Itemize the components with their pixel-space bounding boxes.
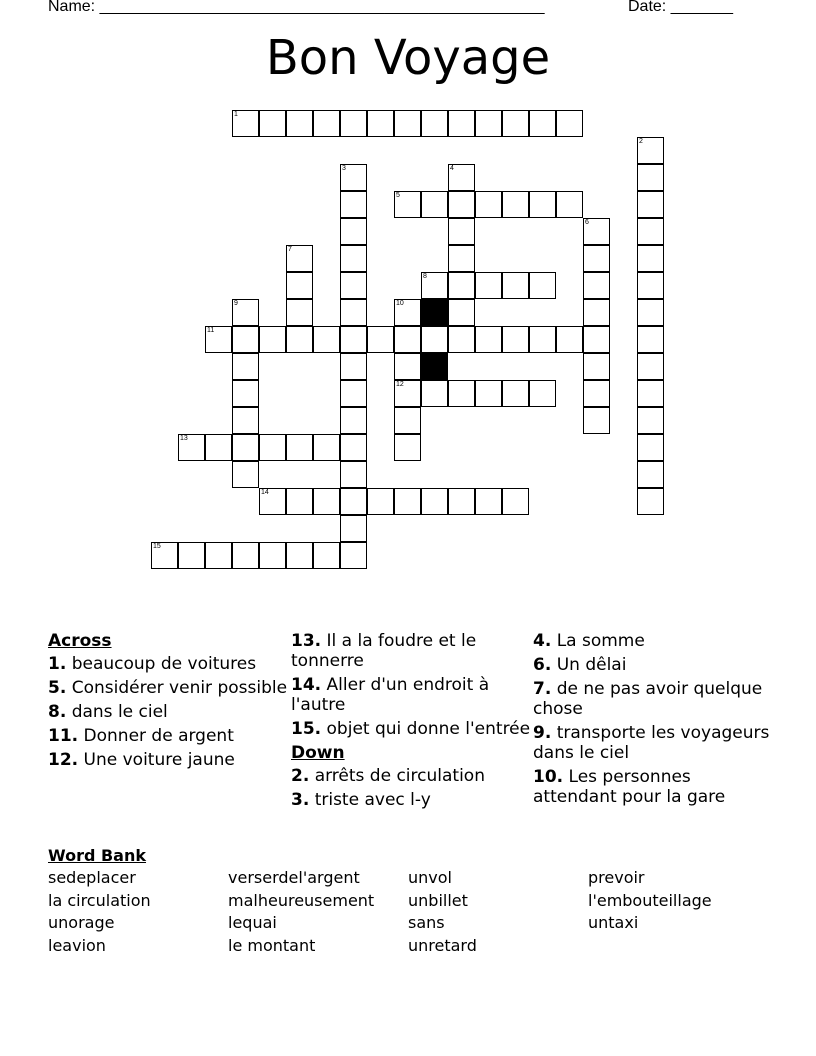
clue-number: 14. [291,675,322,695]
grid-cell[interactable] [556,110,583,137]
down-clues-list-continued [533,631,773,807]
grid-cell[interactable] [448,218,475,245]
grid-cell[interactable] [637,245,664,272]
clue-number: 13. [291,631,322,651]
grid-cell[interactable] [340,245,367,272]
clue-text: beaucoup de voitures [66,654,257,674]
grid-cell[interactable] [448,164,475,191]
word-bank-item: unorage [48,913,115,932]
grid-cell[interactable] [394,191,421,218]
clue-item [48,702,288,722]
grid-cell[interactable] [583,245,610,272]
grid-cell[interactable] [529,191,556,218]
word-bank-item: l'embouteillage [588,890,712,910]
clue-item [48,726,288,746]
grid-cell[interactable] [502,326,529,353]
clue-number: 2. [291,766,310,786]
grid-cell[interactable] [394,380,421,407]
grid-cell[interactable] [637,407,664,434]
clue-item [48,654,288,674]
grid-cell[interactable] [205,542,232,569]
grid-cell[interactable] [583,218,610,245]
clue-number: 5. [48,678,67,698]
grid-cell[interactable] [421,380,448,407]
grid-cell[interactable] [178,542,205,569]
clue-item [291,766,531,786]
grid-cell[interactable] [637,218,664,245]
grid-cell[interactable] [394,488,421,515]
grid-cell[interactable] [421,326,448,353]
clue-item [533,655,773,675]
clue-number: 8. [48,702,67,722]
grid-cell[interactable] [637,434,664,461]
grid-cell[interactable] [394,434,421,461]
clue-text: transporte les voyageurs dans le ciel [533,723,770,763]
clue-text: Il a la foudre et le tonnerre [291,631,477,671]
clue-number: 1 [234,111,238,118]
clue-number: 1. [48,654,67,674]
black-square [421,353,448,380]
word-bank-item: malheureusement [228,890,375,910]
clue-number: 15 [153,543,161,550]
clue-number: 7 [288,246,292,253]
grid-cell[interactable] [286,110,313,137]
grid-cell[interactable] [448,299,475,326]
grid-cell[interactable] [232,434,259,461]
grid-cell[interactable] [313,434,340,461]
grid-cell[interactable] [340,542,367,569]
grid-cell[interactable] [502,110,529,137]
clue-number: 3 [342,165,346,172]
grid-cell[interactable] [529,326,556,353]
grid-cell[interactable] [259,488,286,515]
clue-number: 8 [423,273,427,280]
clue-item [533,631,773,651]
grid-cell[interactable] [394,110,421,137]
grid-cell[interactable] [232,110,259,137]
grid-cell[interactable] [178,434,205,461]
grid-cell[interactable] [448,488,475,515]
grid-cell[interactable] [637,353,664,380]
grid-cell[interactable] [313,326,340,353]
grid-cell[interactable] [367,488,394,515]
clue-text: objet qui donne l'entrée [321,719,531,739]
grid-cell[interactable] [475,272,502,299]
clue-text: arrêts de circulation [309,766,485,786]
grid-cell[interactable] [448,272,475,299]
clue-item [291,631,531,671]
clue-number: 3. [291,790,310,810]
clue-item [533,679,773,719]
date-field[interactable]: Date: _______ [628,0,733,15]
grid-cell[interactable] [529,110,556,137]
grid-cell[interactable] [556,326,583,353]
grid-cell[interactable] [367,326,394,353]
grid-cell[interactable] [394,326,421,353]
grid-cell[interactable] [637,164,664,191]
grid-cell[interactable] [313,110,340,137]
grid-cell[interactable] [340,434,367,461]
clue-number: 15. [291,719,322,739]
grid-cell[interactable] [421,191,448,218]
across-clues-list-continued [291,631,531,739]
grid-cell[interactable] [232,461,259,488]
grid-cell[interactable] [232,407,259,434]
clue-text: dans le ciel [66,702,168,722]
clue-item [533,723,773,763]
clue-text: Aller d'un endroit à l'autre [291,675,490,715]
grid-cell[interactable] [556,191,583,218]
word-bank-item: sedeplacer [48,868,136,887]
grid-cell[interactable] [583,407,610,434]
grid-cell[interactable] [286,326,313,353]
clue-number: 9. [533,723,552,743]
grid-cell[interactable] [367,110,394,137]
clue-text: de ne pas avoir quelque chose [533,679,763,719]
grid-cell[interactable] [502,488,529,515]
clue-number: 4. [533,631,552,651]
word-bank-item: la circulation [48,890,151,910]
grid-cell[interactable] [475,326,502,353]
clue-text: Les personnes attendant pour la gare [533,767,726,807]
word-bank-item: sans [408,913,445,932]
clues-column-1 [48,631,288,774]
grid-cell[interactable] [448,110,475,137]
grid-cell[interactable] [475,488,502,515]
grid-cell[interactable] [340,110,367,137]
grid-cell[interactable] [448,326,475,353]
grid-cell[interactable] [475,191,502,218]
clue-number: 14 [261,489,269,496]
grid-cell[interactable] [502,191,529,218]
grid-cell[interactable] [259,326,286,353]
grid-cell[interactable] [394,299,421,326]
clue-item [48,678,288,698]
word-bank-item: verserdel'argent [228,868,360,887]
clue-text: Donner de argent [78,726,234,746]
grid-cell[interactable] [340,326,367,353]
grid-cell[interactable] [583,299,610,326]
word-bank-item: unbillet [408,890,468,910]
clue-number: 10 [396,300,404,307]
grid-cell[interactable] [529,272,556,299]
clue-number: 12. [48,750,79,770]
clue-number: 11 [207,327,215,334]
grid-cell[interactable] [340,488,367,515]
grid-cell[interactable] [637,488,664,515]
grid-cell[interactable] [502,380,529,407]
grid-cell[interactable] [232,299,259,326]
clue-item [291,790,531,810]
grid-cell[interactable] [259,434,286,461]
grid-cell[interactable] [340,380,367,407]
down-heading: Down [291,743,345,763]
clue-text: triste avec l-y [309,790,431,810]
word-bank-item: prevoir [588,868,645,887]
clue-item [48,750,288,770]
grid-cell[interactable] [340,407,367,434]
grid-cell[interactable] [340,299,367,326]
clues-column-3 [533,631,773,811]
clue-number: 12 [396,381,404,388]
grid-cell[interactable] [340,164,367,191]
clue-number: 9 [234,300,238,307]
grid-cell[interactable] [583,326,610,353]
grid-cell[interactable] [583,380,610,407]
clue-text: Un dêlai [551,655,627,675]
across-clues-list [48,654,288,770]
grid-cell[interactable] [394,353,421,380]
grid-cell[interactable] [313,488,340,515]
grid-cell[interactable] [286,542,313,569]
grid-cell[interactable] [637,326,664,353]
clue-number: 13 [180,435,188,442]
clue-item [291,719,531,739]
grid-cell[interactable] [502,272,529,299]
word-bank-item: leavion [48,935,106,955]
grid-cell[interactable] [637,299,664,326]
clue-number: 6. [533,655,552,675]
page-title: Bon Voyage [265,30,551,86]
grid-cell[interactable] [340,218,367,245]
grid-cell[interactable] [394,407,421,434]
clue-number: 7. [533,679,552,699]
grid-cell[interactable] [340,353,367,380]
grid-cell[interactable] [259,110,286,137]
clue-number: 4 [450,165,454,172]
clue-number: 10. [533,767,564,787]
grid-cell[interactable] [421,488,448,515]
down-clues-list [291,766,531,810]
grid-cell[interactable] [583,353,610,380]
grid-cell[interactable] [448,380,475,407]
grid-cell[interactable] [286,488,313,515]
grid-cell[interactable] [232,353,259,380]
grid-cell[interactable] [286,299,313,326]
clue-item [533,767,773,807]
clue-number: 2 [639,138,643,145]
black-square [421,299,448,326]
clue-text: Une voiture jaune [78,750,235,770]
grid-cell[interactable] [448,245,475,272]
grid-cell[interactable] [340,515,367,542]
grid-cell[interactable] [286,434,313,461]
grid-cell[interactable] [475,110,502,137]
grid-cell[interactable] [232,326,259,353]
grid-cell[interactable] [529,380,556,407]
grid-cell[interactable] [637,191,664,218]
clue-number: 5 [396,192,400,199]
grid-cell[interactable] [421,272,448,299]
grid-cell[interactable] [637,461,664,488]
grid-cell[interactable] [232,542,259,569]
name-field[interactable]: Name: __________________________________________________ [48,0,545,15]
grid-cell[interactable] [313,542,340,569]
clues-column-2 [291,631,531,814]
across-heading: Across [48,631,112,651]
word-bank-item: untaxi [588,913,639,932]
clue-item [291,675,531,715]
word-bank-item: lequai [228,913,277,932]
grid-cell[interactable] [205,326,232,353]
grid-cell[interactable] [259,542,286,569]
grid-cell[interactable] [637,380,664,407]
grid-cell[interactable] [475,380,502,407]
grid-cell[interactable] [583,272,610,299]
word-bank-item: unvol [408,868,452,887]
grid-cell[interactable] [340,191,367,218]
word-bank-item: le montant [228,935,316,955]
grid-cell[interactable] [448,191,475,218]
grid-cell[interactable] [286,272,313,299]
clue-number: 11. [48,726,79,746]
grid-cell[interactable] [151,542,178,569]
grid-cell[interactable] [286,245,313,272]
grid-cell[interactable] [340,461,367,488]
grid-cell[interactable] [637,272,664,299]
grid-cell[interactable] [421,110,448,137]
grid-cell[interactable] [637,137,664,164]
grid-cell[interactable] [205,434,232,461]
word-bank-title: Word Bank [48,846,147,865]
clue-number: 6 [585,219,589,226]
grid-cell[interactable] [232,380,259,407]
word-bank-item: unretard [408,935,477,955]
clue-text: La somme [551,631,645,651]
grid-cell[interactable] [340,272,367,299]
clue-text: Considérer venir possible [66,678,288,698]
